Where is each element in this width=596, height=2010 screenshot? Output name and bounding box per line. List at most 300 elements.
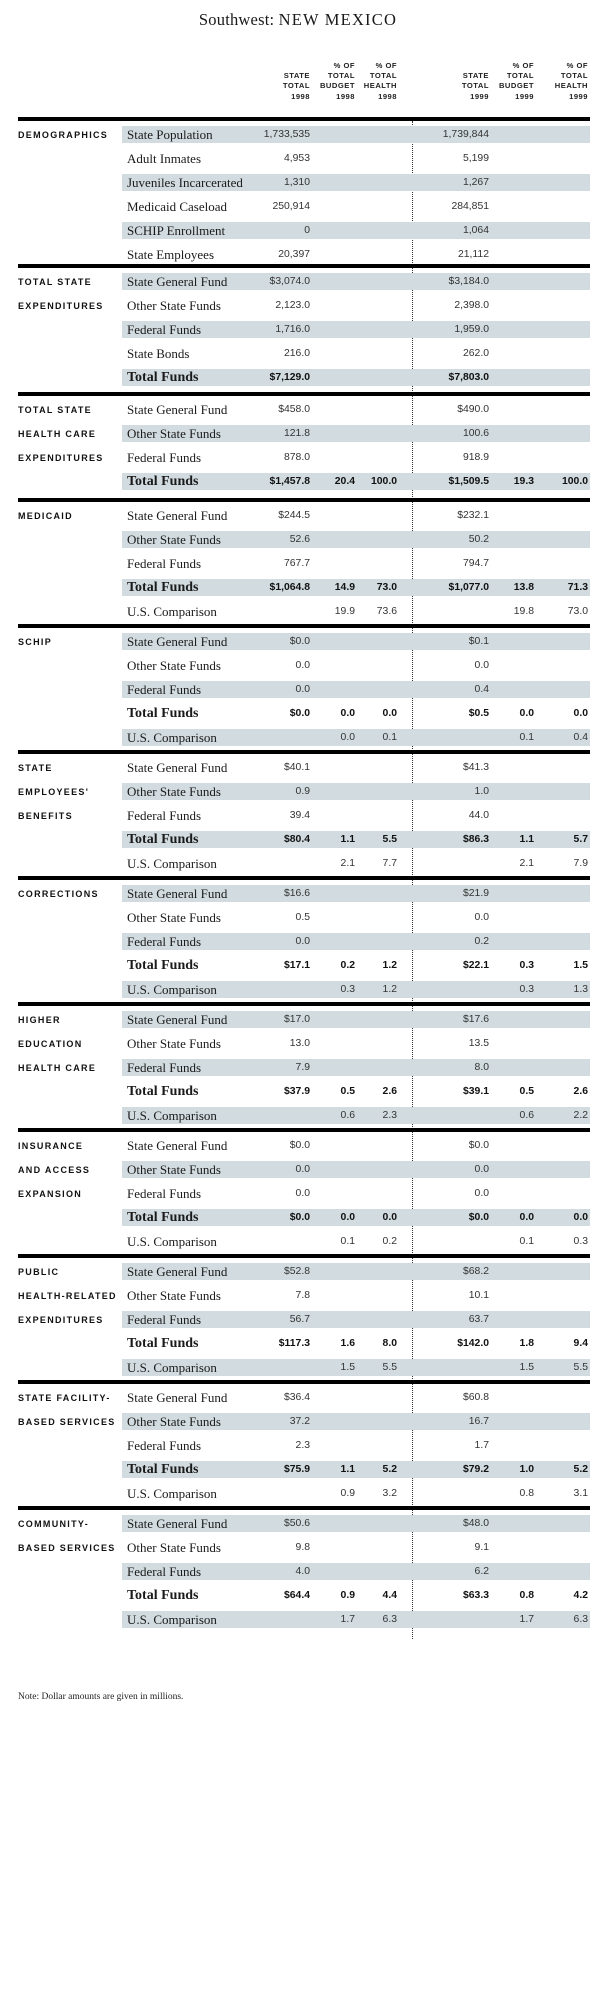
cell-value: 0.9	[340, 1590, 355, 1601]
section-title: HEALTH-RELATED	[18, 1291, 117, 1301]
cell-value: 0	[304, 225, 310, 236]
cell-value: $75.9	[283, 1464, 310, 1475]
cell-value: 2,398.0	[454, 300, 489, 311]
column-header-5	[474, 61, 534, 102]
column-header-line: TOTAL	[560, 71, 588, 81]
total-row	[0, 702, 596, 726]
cell-value: 1.5	[573, 960, 588, 971]
row-label: Total Funds	[127, 1210, 199, 1225]
cell-value: 794.7	[462, 558, 489, 569]
cell-value: 9.8	[295, 1542, 310, 1553]
row-label: Federal Funds	[127, 808, 202, 823]
total-row	[0, 1584, 596, 1608]
row-label: Total Funds	[127, 474, 199, 489]
title-state: NEW MEXICO	[278, 10, 398, 29]
column-header-line: STATE	[283, 71, 310, 81]
cell-value: 216.0	[283, 348, 310, 359]
cell-value: $41.3	[462, 762, 489, 773]
title-region: Southwest:	[198, 10, 275, 29]
total-row	[0, 828, 596, 852]
section-rule	[18, 1002, 590, 1006]
section-title: HIGHER	[18, 1015, 61, 1025]
section-10	[0, 1386, 596, 1506]
table-row	[0, 654, 596, 678]
column-header-line: TOTAL	[369, 71, 397, 81]
row-label: State General Fund	[127, 402, 228, 417]
table-row	[0, 1134, 596, 1158]
column-header-line: 1998	[336, 91, 355, 101]
cell-value: $48.0	[462, 1518, 489, 1529]
cell-value: 19.9	[334, 606, 355, 617]
cell-value: $232.1	[457, 510, 489, 521]
cell-value: 284,851	[451, 201, 489, 212]
cell-value: 0.5	[295, 912, 310, 923]
row-label: U.S. Comparison	[127, 730, 217, 745]
cell-value: $86.3	[462, 834, 489, 845]
column-header-line: 1999	[569, 91, 588, 101]
row-label: Other State Funds	[127, 1288, 221, 1303]
cell-value: $0.0	[289, 1140, 310, 1151]
cell-value: $0.0	[289, 636, 310, 647]
cell-value: 0.0	[573, 1212, 588, 1223]
cell-value: 262.0	[462, 348, 489, 359]
section-6	[0, 882, 596, 1002]
cell-value: 1,064	[462, 225, 489, 236]
column-header-6	[528, 61, 588, 102]
cell-value: 0.6	[519, 1110, 534, 1121]
column-header-line: % OF	[333, 61, 355, 70]
cell-value: 1.1	[519, 834, 534, 845]
row-label: State Employees	[127, 247, 215, 262]
cell-value: 0.0	[474, 1164, 489, 1175]
column-header-line: TOTAL	[282, 81, 310, 91]
section-rule	[18, 264, 590, 268]
section-title: EXPANSION	[18, 1189, 83, 1199]
cell-value: 1.0	[519, 1464, 534, 1475]
cell-value: $17.1	[283, 960, 310, 971]
cell-value: $50.6	[283, 1518, 310, 1529]
table-row	[0, 147, 596, 171]
cell-value: 0.2	[382, 1236, 397, 1247]
cell-value: 0.0	[382, 708, 397, 719]
column-header-line: % OF	[512, 61, 534, 70]
cell-value: $60.8	[462, 1392, 489, 1403]
table-row	[0, 171, 596, 195]
cell-value: 0.0	[295, 936, 310, 947]
cell-value: 0.5	[519, 1086, 534, 1097]
column-header-line: HEALTH	[363, 81, 397, 91]
row-label: Other State Funds	[127, 784, 221, 799]
section-title: HEALTH CARE	[18, 1063, 97, 1073]
column-header-line: STATE	[462, 71, 489, 81]
cell-value: 100.0	[370, 476, 397, 487]
cell-value: 0.0	[573, 708, 588, 719]
cell-value: 0.8	[519, 1488, 534, 1499]
row-label: Adult Inmates	[127, 151, 202, 166]
row-label: Federal Funds	[127, 1186, 202, 1201]
total-row	[0, 1080, 596, 1104]
cell-value: 13.5	[468, 1038, 489, 1049]
cell-value: $117.3	[278, 1338, 310, 1349]
row-label: Other State Funds	[127, 532, 221, 547]
cell-value: $3,074.0	[269, 276, 310, 287]
column-header-line: HEALTH	[554, 81, 588, 91]
row-label: Total Funds	[127, 1336, 199, 1351]
cell-value: 4.2	[573, 1590, 588, 1601]
table-row	[0, 1260, 596, 1284]
cell-value: 1.1	[340, 834, 355, 845]
section-title: PUBLIC	[18, 1267, 60, 1277]
cell-value: 1.7	[519, 1614, 534, 1625]
cell-value: 0.0	[382, 1212, 397, 1223]
cell-value: $21.9	[462, 888, 489, 899]
row-label: Other State Funds	[127, 910, 221, 925]
section-rule	[18, 624, 590, 628]
cell-value: 918.9	[462, 452, 489, 463]
cell-value: 8.0	[382, 1338, 397, 1349]
column-header-line: BUDGET	[498, 81, 534, 91]
table-row	[0, 1512, 596, 1536]
section-title: EXPENDITURES	[18, 301, 104, 311]
cell-value: 1.5	[519, 1362, 534, 1373]
cell-value: $1,077.0	[448, 582, 489, 593]
column-header-line: 1998	[378, 91, 397, 101]
cell-value: 5.2	[382, 1464, 397, 1475]
total-row	[0, 1332, 596, 1356]
cell-value: $0.0	[468, 1140, 489, 1151]
cell-value: 250,914	[272, 201, 310, 212]
row-label: Total Funds	[127, 1462, 199, 1477]
cell-value: 3.2	[382, 1488, 397, 1499]
row-label: Federal Funds	[127, 556, 202, 571]
section-title: AND ACCESS	[18, 1165, 91, 1175]
row-label: Total Funds	[127, 370, 199, 385]
cell-value: $0.0	[289, 708, 310, 719]
row-label: Federal Funds	[127, 322, 202, 337]
total-row	[0, 470, 596, 494]
table-row	[0, 528, 596, 552]
table-row	[0, 1434, 596, 1458]
column-header-line: % OF	[566, 61, 588, 70]
cell-value: 0.9	[340, 1488, 355, 1499]
section-rule	[18, 1254, 590, 1258]
cell-value: $458.0	[278, 404, 310, 415]
section-title: EXPENDITURES	[18, 1315, 104, 1325]
total-row	[0, 1458, 596, 1482]
table-row	[0, 1032, 596, 1056]
cell-value: 1.3	[573, 984, 588, 995]
cell-value: 0.3	[573, 1236, 588, 1247]
row-label: State General Fund	[127, 508, 228, 523]
section-title: TOTAL STATE	[18, 277, 92, 287]
cell-value: 100.0	[561, 476, 588, 487]
cell-value: 2.2	[573, 1110, 588, 1121]
cell-value: $64.4	[283, 1590, 310, 1601]
row-label: Total Funds	[127, 832, 199, 847]
cell-value: 1,739,844	[442, 129, 489, 140]
cell-value: 20.4	[334, 476, 355, 487]
table-row	[0, 1560, 596, 1584]
column-header-line: BUDGET	[319, 81, 355, 91]
cell-value: 0.8	[519, 1590, 534, 1601]
row-label: Other State Funds	[127, 1414, 221, 1429]
cell-value: 4,953	[283, 153, 310, 164]
cell-value: $0.0	[468, 1212, 489, 1223]
section-rule	[18, 392, 590, 396]
row-label: Total Funds	[127, 706, 199, 721]
table-row	[0, 504, 596, 528]
cell-value: 73.0	[376, 582, 397, 593]
cell-value: 1.7	[340, 1614, 355, 1625]
cell-value: 7.7	[382, 858, 397, 869]
section-3	[0, 504, 596, 624]
cell-value: $244.5	[278, 510, 310, 521]
table-row	[0, 1482, 596, 1506]
row-label: U.S. Comparison	[127, 604, 217, 619]
cell-value: 0.5	[340, 1086, 355, 1097]
cell-value: 0.0	[295, 660, 310, 671]
row-label: State Population	[127, 127, 213, 142]
row-label: Total Funds	[127, 958, 199, 973]
section-rule	[18, 750, 590, 754]
section-title: MEDICAID	[18, 511, 73, 521]
section-title: EMPLOYEES'	[18, 787, 90, 797]
section-title: EDUCATION	[18, 1039, 83, 1049]
row-label: State General Fund	[127, 1138, 228, 1153]
column-header-line: TOTAL	[327, 71, 355, 81]
cell-value: 0.3	[340, 984, 355, 995]
cell-value: $142.0	[457, 1338, 489, 1349]
cell-value: $7,129.0	[269, 372, 310, 383]
section-11	[0, 1512, 596, 1632]
cell-value: 13.8	[513, 582, 534, 593]
cell-value: 0.0	[474, 1188, 489, 1199]
cell-value: 0.0	[340, 708, 355, 719]
table-row	[0, 804, 596, 828]
cell-value: $17.0	[283, 1014, 310, 1025]
cell-value: 0.9	[295, 786, 310, 797]
table-row	[0, 1608, 596, 1632]
row-label: Other State Funds	[127, 298, 221, 313]
cell-value: 0.4	[573, 732, 588, 743]
section-8	[0, 1134, 596, 1254]
page-title	[0, 10, 596, 30]
section-title: DEMOGRAPHICS	[18, 130, 109, 140]
section-2	[0, 398, 596, 494]
table-row	[0, 630, 596, 654]
cell-value: 9.1	[474, 1542, 489, 1553]
column-header-line: TOTAL	[461, 81, 489, 91]
row-label: U.S. Comparison	[127, 1234, 217, 1249]
row-label: State General Fund	[127, 274, 228, 289]
cell-value: 0.1	[382, 732, 397, 743]
cell-value: 0.1	[519, 732, 534, 743]
table-row	[0, 930, 596, 954]
cell-value: 5.2	[573, 1464, 588, 1475]
section-rule	[18, 1506, 590, 1510]
row-label: U.S. Comparison	[127, 856, 217, 871]
cell-value: 5.7	[573, 834, 588, 845]
cell-value: 50.2	[468, 534, 489, 545]
row-label: Other State Funds	[127, 658, 221, 673]
row-label: Federal Funds	[127, 934, 202, 949]
cell-value: 56.7	[289, 1314, 310, 1325]
cell-value: 10.1	[468, 1290, 489, 1301]
column-header-line: % OF	[375, 61, 397, 70]
cell-value: 121.8	[283, 428, 310, 439]
table-row	[0, 600, 596, 624]
cell-value: 1,733,535	[263, 129, 310, 140]
section-4	[0, 630, 596, 750]
section-title: TOTAL STATE	[18, 405, 92, 415]
row-label: U.S. Comparison	[127, 982, 217, 997]
section-0	[0, 123, 596, 267]
cell-value: 2.6	[382, 1086, 397, 1097]
cell-value: $52.8	[283, 1266, 310, 1277]
cell-value: 0.0	[295, 1188, 310, 1199]
row-label: State General Fund	[127, 634, 228, 649]
section-title: BENEFITS	[18, 811, 73, 821]
row-label: State General Fund	[127, 1012, 228, 1027]
row-label: U.S. Comparison	[127, 1108, 217, 1123]
cell-value: 2,123.0	[275, 300, 310, 311]
cell-value: 39.4	[289, 810, 310, 821]
cell-value: 1.5	[340, 1362, 355, 1373]
section-rule	[18, 1128, 590, 1132]
cell-value: 44.0	[468, 810, 489, 821]
cell-value: $80.4	[283, 834, 310, 845]
cell-value: 8.0	[474, 1062, 489, 1073]
table-row	[0, 1182, 596, 1206]
cell-value: 0.0	[474, 660, 489, 671]
header-rule	[18, 117, 590, 121]
row-label: Other State Funds	[127, 1162, 221, 1177]
row-label: SCHIP Enrollment	[127, 223, 226, 238]
row-label: State Bonds	[127, 346, 190, 361]
row-label: Federal Funds	[127, 1438, 202, 1453]
cell-value: 5.5	[382, 834, 397, 845]
cell-value: $1,509.5	[448, 476, 489, 487]
cell-value: 63.7	[468, 1314, 489, 1325]
cell-value: 1.2	[382, 960, 397, 971]
cell-value: 1,716.0	[275, 324, 310, 335]
row-label: Juveniles Incarcerated	[127, 175, 243, 190]
column-header-line: 1998	[291, 91, 310, 101]
column-header-3	[337, 61, 397, 102]
row-label: U.S. Comparison	[127, 1486, 217, 1501]
table-row	[0, 726, 596, 750]
table-row	[0, 852, 596, 876]
cell-value: 0.0	[519, 708, 534, 719]
cell-value: 16.7	[468, 1416, 489, 1427]
total-row	[0, 954, 596, 978]
table-row	[0, 552, 596, 576]
row-label: Total Funds	[127, 1588, 199, 1603]
section-title: CORRECTIONS	[18, 889, 99, 899]
section-title: HEALTH CARE	[18, 429, 97, 439]
row-label: Other State Funds	[127, 1036, 221, 1051]
table-row	[0, 1356, 596, 1380]
row-label: State General Fund	[127, 1516, 228, 1531]
cell-value: 4.4	[382, 1590, 397, 1601]
cell-value: 0.0	[340, 1212, 355, 1223]
cell-value: 52.6	[289, 534, 310, 545]
table-row	[0, 978, 596, 1002]
row-label: State General Fund	[127, 760, 228, 775]
cell-value: 0.2	[474, 936, 489, 947]
cell-value: 2.6	[573, 1086, 588, 1097]
cell-value: 0.0	[474, 912, 489, 923]
cell-value: 14.9	[334, 582, 355, 593]
cell-value: $16.6	[283, 888, 310, 899]
row-label: Medicaid Caseload	[127, 199, 227, 214]
cell-value: 19.3	[513, 476, 534, 487]
cell-value: 878.0	[283, 452, 310, 463]
cell-value: 0.2	[340, 960, 355, 971]
cell-value: 6.2	[474, 1566, 489, 1577]
cell-value: 0.6	[340, 1110, 355, 1121]
cell-value: 2.3	[382, 1110, 397, 1121]
cell-value: 21,112	[457, 249, 489, 260]
table-row	[0, 342, 596, 366]
cell-value: 1.7	[474, 1440, 489, 1451]
cell-value: 0.0	[295, 1164, 310, 1175]
total-row	[0, 366, 596, 390]
cell-value: $63.3	[462, 1590, 489, 1601]
row-label: Federal Funds	[127, 1060, 202, 1075]
section-7	[0, 1008, 596, 1128]
row-label: Federal Funds	[127, 1312, 202, 1327]
section-9	[0, 1260, 596, 1380]
total-row	[0, 1206, 596, 1230]
section-title: INSURANCE	[18, 1141, 84, 1151]
cell-value: 20,397	[278, 249, 310, 260]
cell-value: 1.2	[382, 984, 397, 995]
cell-value: 1.0	[474, 786, 489, 797]
cell-value: 4.0	[295, 1566, 310, 1577]
cell-value: $7,803.0	[448, 372, 489, 383]
row-label: State General Fund	[127, 1264, 228, 1279]
cell-value: 0.3	[519, 984, 534, 995]
cell-value: 6.3	[382, 1614, 397, 1625]
section-title: STATE FACILITY-	[18, 1393, 111, 1403]
cell-value: $0.1	[468, 636, 489, 647]
cell-value: $36.4	[283, 1392, 310, 1403]
cell-value: 0.0	[295, 684, 310, 695]
cell-value: 0.1	[340, 1236, 355, 1247]
row-label: U.S. Comparison	[127, 1612, 217, 1627]
cell-value: 71.3	[567, 582, 588, 593]
cell-value: 37.2	[289, 1416, 310, 1427]
cell-value: 9.4	[573, 1338, 588, 1349]
cell-value: $1,457.8	[269, 476, 310, 487]
cell-value: 73.0	[567, 606, 588, 617]
cell-value: 1.8	[519, 1338, 534, 1349]
section-rule	[18, 876, 590, 880]
section-1	[0, 270, 596, 390]
row-label: State General Fund	[127, 1390, 228, 1405]
table-row	[0, 195, 596, 219]
table-row	[0, 1104, 596, 1128]
cell-value: 0.0	[340, 732, 355, 743]
cell-value: $40.1	[283, 762, 310, 773]
row-label: Other State Funds	[127, 1540, 221, 1555]
cell-value: 5.5	[573, 1362, 588, 1373]
cell-value: 19.8	[513, 606, 534, 617]
row-label: State General Fund	[127, 886, 228, 901]
cell-value: $490.0	[457, 404, 489, 415]
table-row	[0, 1008, 596, 1032]
